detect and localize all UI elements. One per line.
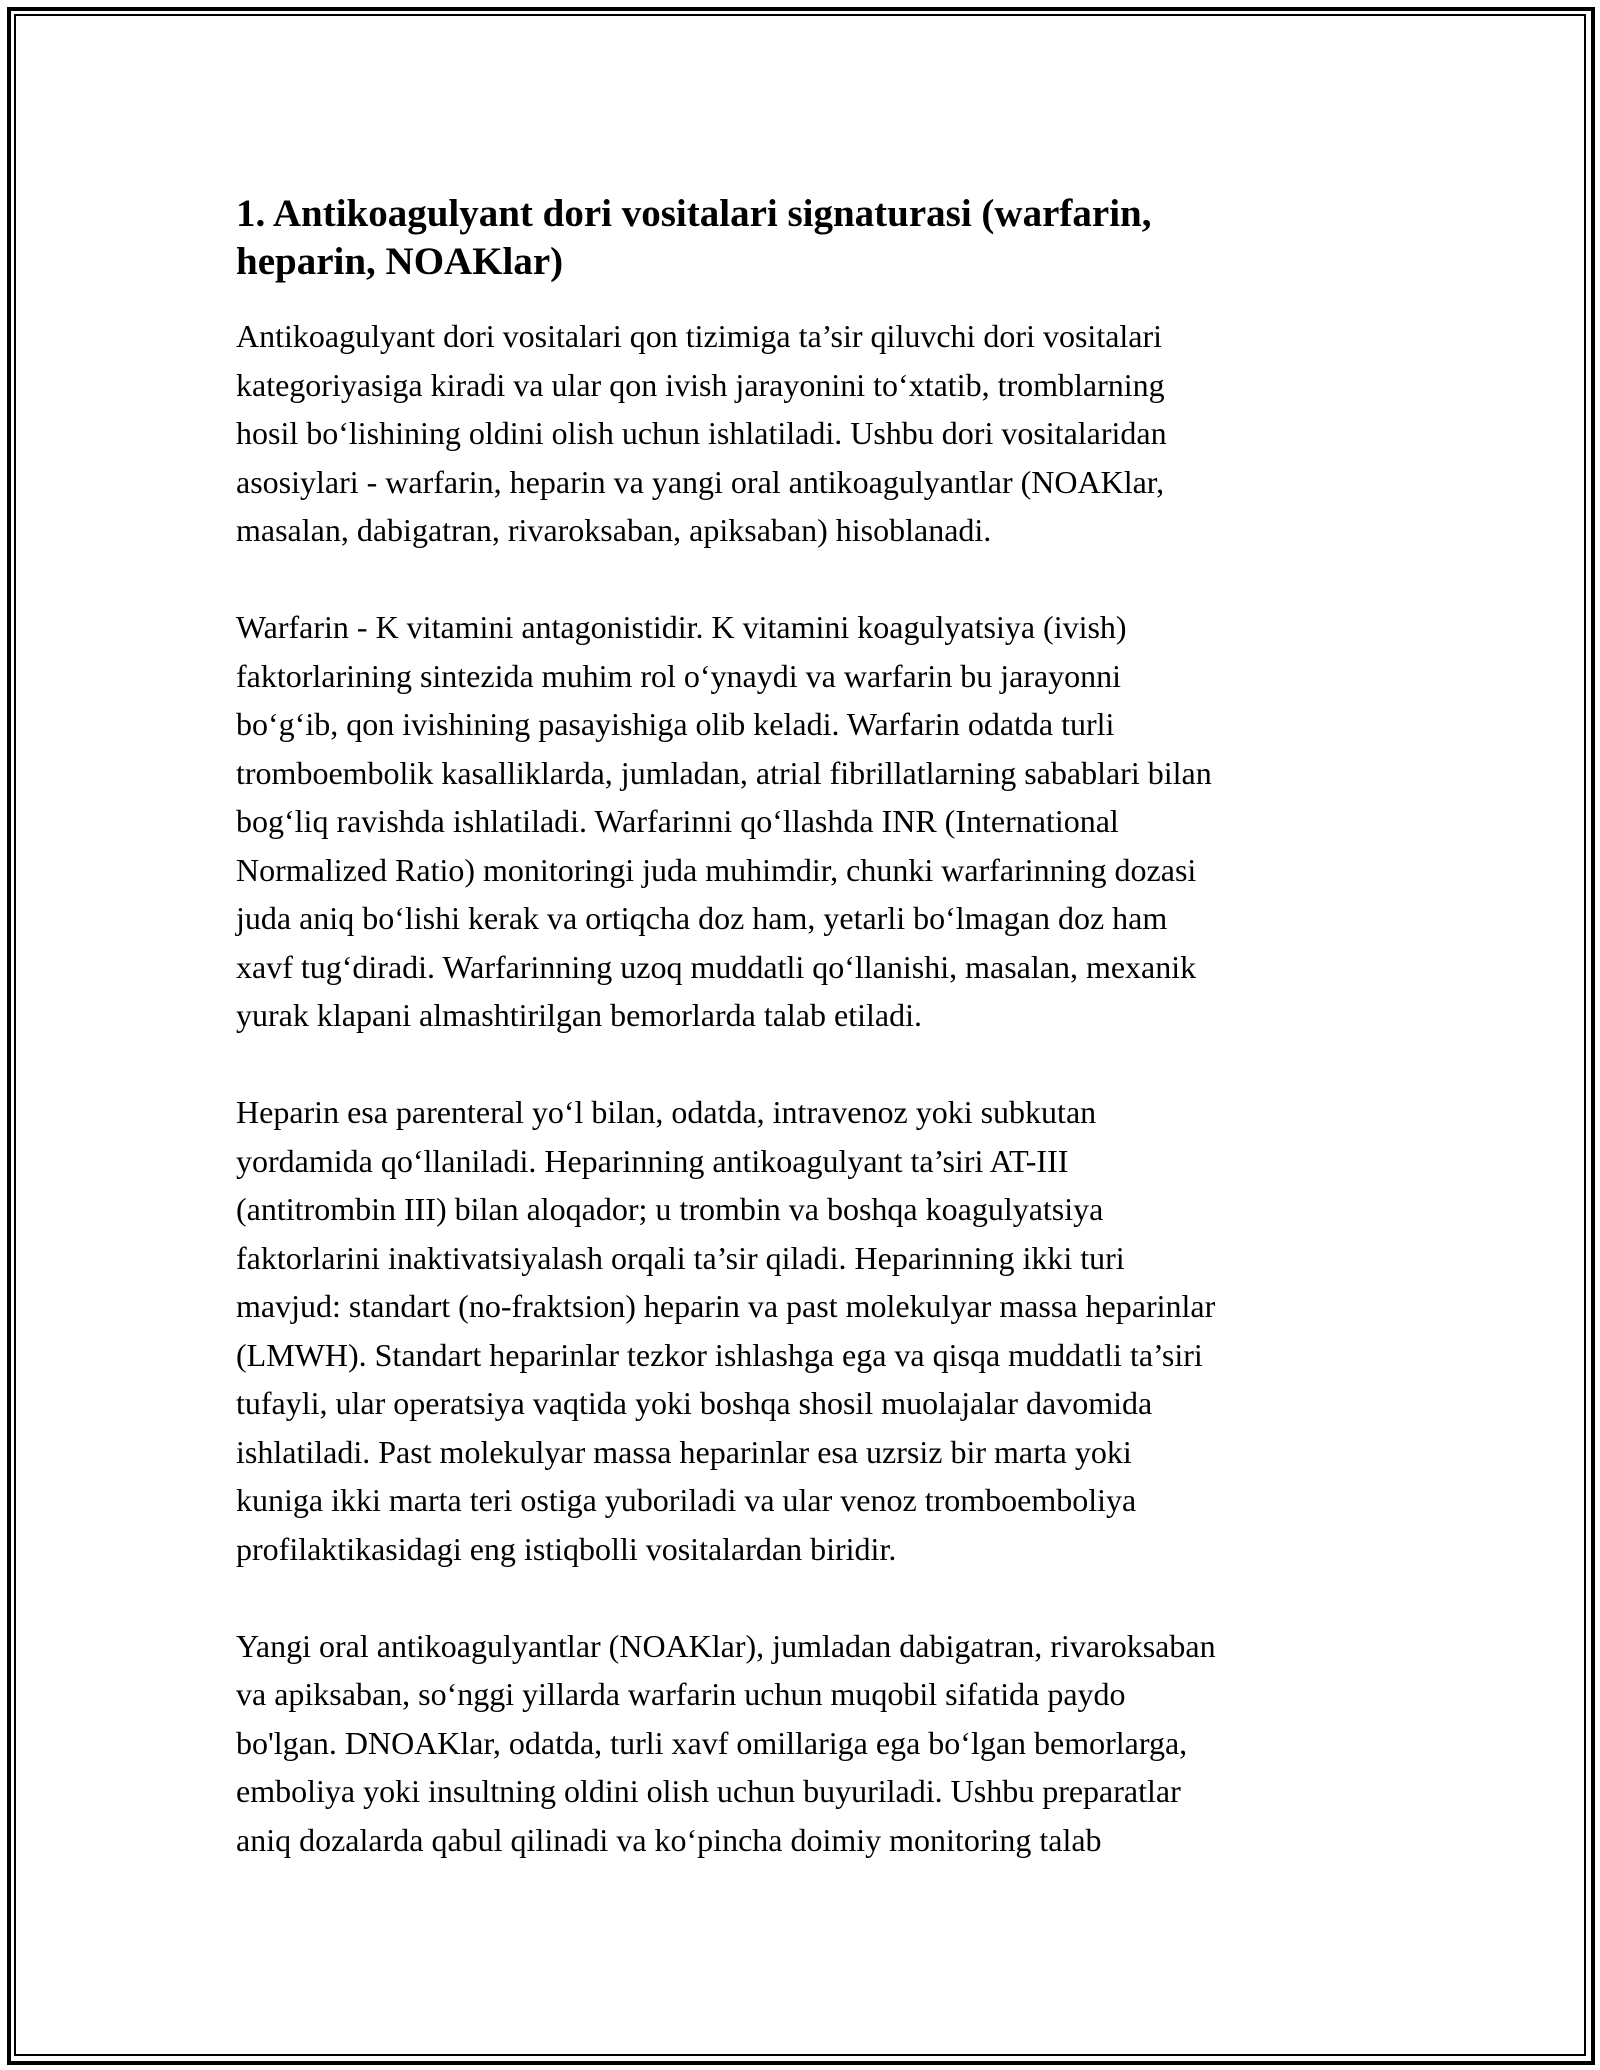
paragraph-warfarin: Warfarin - K vitamini antagonistidir. K vitamini koagulyatsiya (ivish) faktorlarining sintezida muhim rol o‘ynaydi va warfarin bu jarayonni bo‘g‘ib, qon ivishining pasayishiga olib keladi. Warfarin odatda turli tromboembolik kasalliklarda, jumladan, atrial fibrillatlarning sabablari bilan bog‘liq ravishda ishlatiladi. Warfarinni qo‘llashda INR (International Normalized Ratio) monitoringi juda muhimdir, chunki warfarinning dozasi juda aniq bo‘lishi kerak va ortiqcha doz ham, yetarli bo‘lmagan doz ham xavf tug‘diradi. Warfarinning uzoq muddatli qo‘llanishi, masalan, mexanik yurak klapani almashtirilgan bemorlarda talab etiladi. [236, 609, 1212, 1033]
paragraph-heparin: Heparin esa parenteral yo‘l bilan, odatda, intravenoz yoki subkutan yordamida qo‘llaniladi. Heparinning antikoagulyant ta’siri AT-III (antitrombin III) bilan aloqador; u trombin va boshqa koagulyatsiya faktorlarini inaktivatsiyalash orqali ta’sir qiladi. Heparinning ikki turi mavjud: standart (no-fraktsion) heparin va past molekulyar massa heparinlar (LMWH). Standart heparinlar tezkor ishlashga ega va qisqa muddatli ta’siri tufayli, ular operatsiya vaqtida yoki boshqa shosil muolajalar davomida ishlatiladi. Past molekulyar massa heparinlar esa uzrsiz bir marta yoki kuniga ikki marta teri ostiga yuboriladi va ular venoz tromboemboliya profilaktikasidagi eng istiqbolli vositalardan biridir. [236, 1094, 1216, 1567]
section-heading: 1. Antikoagulyant dori vositalari signaturasi (warfarin, heparin, NOAKlar) [236, 192, 1152, 283]
document-body [236, 190, 1386, 1913]
paragraph-intro: Antikoagulyant dori vositalari qon tizimiga ta’sir qiluvchi dori vositalari kategoriyasiga kiradi va ular qon ivish jarayonini to‘xtatib, tromblarning hosil bo‘lishining oldini olish uchun ishlatiladi. Ushbu dori vositalaridan asosiylari - warfarin, heparin va yangi oral antikoagulyantlar (NOAKlar, masalan, dabigatran, rivaroksaban, apiksaban) hisoblanadi. [236, 318, 1167, 548]
paragraph-noak: Yangi oral antikoagulyantlar (NOAKlar), jumladan dabigatran, rivaroksaban va apiksaban, so‘nggi yillarda warfarin uchun muqobil sifatida paydo bo'lgan. DNOAKlar, odatda, turli xavf omillariga ega bo‘lgan bemorlarga, emboliya yoki insultning oldini olish uchun buyuriladi. Ushbu preparatlar aniq dozalarda qabul qilinadi va ko‘pincha doimiy monitoring talab [236, 1627, 1216, 1858]
